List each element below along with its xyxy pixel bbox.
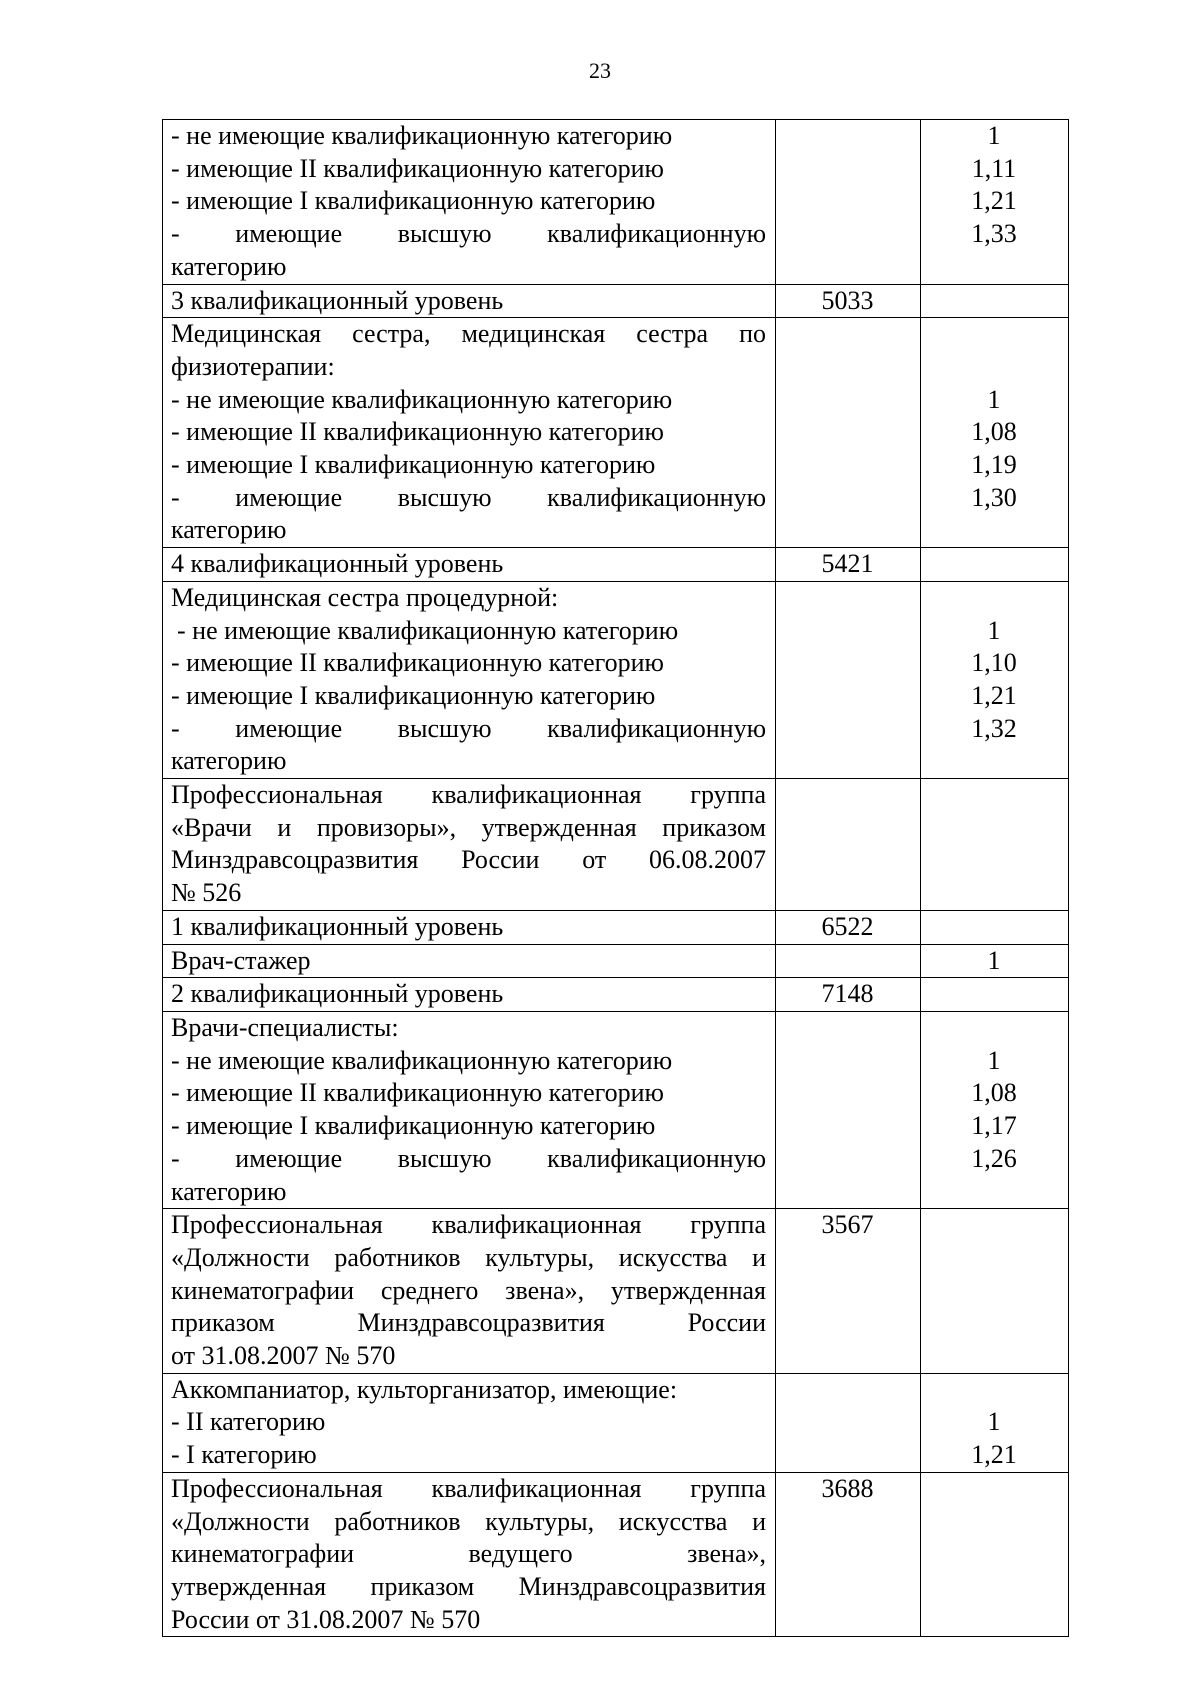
- coefficient-value: 1: [987, 1045, 1001, 1075]
- table-row: [163, 284, 1069, 318]
- description-line: «Должности работников культуры, искусства и: [171, 1242, 766, 1272]
- description-line: Профессиональная квалификационная группа: [171, 780, 766, 810]
- description-line: «Должности работников культуры, искусства и: [171, 1506, 766, 1536]
- base-salary-value: 7148: [821, 979, 874, 1009]
- position-description-cell: [163, 284, 776, 318]
- salary-coefficient-table: [162, 119, 1069, 1637]
- base-salary-cell: [776, 318, 921, 548]
- coefficient-cell: [921, 581, 1069, 778]
- coefficient-cell: [921, 548, 1069, 582]
- table-row: [163, 318, 1069, 548]
- coefficient-value: 1,08: [971, 417, 1017, 447]
- coefficient-cell: [921, 120, 1069, 285]
- coefficient-value: 1,10: [971, 648, 1017, 678]
- position-description-cell: [163, 581, 776, 778]
- coefficient-cell: [921, 1011, 1069, 1208]
- position-description-cell: [163, 120, 776, 285]
- description-line: Аккомпаниатор, культорганизатор, имеющие:: [171, 1374, 678, 1404]
- description-line: - имеющие I квалификационную категорию: [171, 450, 656, 480]
- description-line: - имеющие высшую квалификационную: [171, 482, 766, 512]
- description-line: - не имеющие квалификационную категорию: [171, 1045, 673, 1075]
- position-description-cell: [163, 944, 776, 978]
- base-salary-cell: [776, 120, 921, 285]
- description-line: Профессиональная квалификационная группа: [171, 1473, 766, 1503]
- description-line: Минздравсоцразвития России от 06.08.2007: [171, 845, 766, 875]
- description-line: от 31.08.2007 № 570: [171, 1341, 396, 1371]
- coefficient-value: 1,17: [971, 1111, 1017, 1141]
- description-line: - имеющие II квалификационную категорию: [171, 153, 664, 183]
- table-row: [163, 944, 1069, 978]
- description-line: - имеющие II квалификационную категорию: [171, 648, 664, 678]
- position-description-cell: [163, 1472, 776, 1637]
- description-line: категорию: [171, 746, 287, 776]
- base-salary-value: 3688: [821, 1473, 874, 1503]
- description-line: Медицинская сестра, медицинская сестра по: [171, 319, 766, 349]
- coefficient-value: 1: [987, 384, 1001, 414]
- position-description-cell: [163, 318, 776, 548]
- base-salary-cell: [776, 1011, 921, 1208]
- description-line: утвержденная приказом Минздравсоцразвития: [171, 1571, 766, 1601]
- table-row: [163, 1011, 1069, 1208]
- description-line: - имеющие I квалификационную категорию: [171, 1111, 656, 1141]
- description-line: Профессиональная квалификационная группа: [171, 1210, 766, 1240]
- description-line: Медицинская сестра процедурной:: [171, 582, 559, 612]
- description-line: - имеющие II квалификационную категорию: [171, 1078, 664, 1108]
- description-line: - имеющие II квалификационную категорию: [171, 417, 664, 447]
- base-salary-cell: [776, 284, 921, 318]
- base-salary-cell: [776, 978, 921, 1012]
- position-description-cell: [163, 548, 776, 582]
- description-line: - не имеющие квалификационную категорию: [171, 384, 673, 414]
- position-description-cell: [163, 1209, 776, 1374]
- coefficient-value: 1,21: [971, 680, 1017, 710]
- coefficient-value: 1,11: [971, 153, 1017, 183]
- table-row: [163, 120, 1069, 285]
- base-salary-cell: [776, 1373, 921, 1472]
- table-row: [163, 581, 1069, 778]
- table-row: [163, 548, 1069, 582]
- description-line: категорию: [171, 515, 287, 545]
- base-salary-cell: [776, 944, 921, 978]
- description-line: Врачи-специалисты:: [171, 1012, 399, 1042]
- base-salary-cell: [776, 1209, 921, 1374]
- page-number: 23: [589, 58, 611, 83]
- description-line: - имеющие высшую квалификационную: [171, 219, 766, 249]
- spacer: [929, 318, 1059, 351]
- description-line: - I категорию: [171, 1440, 317, 1470]
- description-line: - не имеющие квалификационную категорию: [171, 121, 673, 150]
- description-line: 3 квалификационный уровень: [171, 285, 504, 315]
- base-salary-cell: [776, 779, 921, 911]
- description-line: категорию: [171, 1176, 287, 1206]
- coefficient-cell: [921, 779, 1069, 911]
- coefficient-value: 1: [987, 1407, 1001, 1437]
- position-description-cell: [163, 1011, 776, 1208]
- description-line: - не имеющие квалификационную категорию: [177, 615, 679, 645]
- coefficient-value: 1: [987, 945, 1001, 975]
- base-salary-value: 5421: [821, 549, 874, 579]
- coefficient-value: 1,19: [971, 450, 1017, 479]
- description-line: категорию: [171, 251, 287, 281]
- description-line: кинематографии среднего звена», утвержденная: [171, 1275, 766, 1305]
- description-line: 1 квалификационный уровень: [171, 911, 504, 941]
- table-body: [163, 120, 1069, 1637]
- description-line: 4 квалификационный уровень: [171, 549, 504, 579]
- base-salary-value: 5033: [821, 285, 874, 315]
- position-description-cell: [163, 779, 776, 911]
- table-row: [163, 910, 1069, 944]
- coefficient-value: 1: [987, 121, 1001, 150]
- base-salary-cell: [776, 910, 921, 944]
- base-salary-cell: [776, 1472, 921, 1637]
- table-row: [163, 1209, 1069, 1374]
- description-line: - имеющие I квалификационную категорию: [171, 186, 656, 216]
- coefficient-cell: [921, 910, 1069, 944]
- spacer: [929, 1374, 1059, 1407]
- coefficient-cell: [921, 944, 1069, 978]
- coefficient-value: 1: [987, 615, 1001, 645]
- base-salary-cell: [776, 581, 921, 778]
- base-salary-value: 3567: [821, 1210, 874, 1240]
- description-line: - II категорию: [171, 1407, 326, 1437]
- description-line: № 526: [171, 878, 242, 908]
- coefficient-value: 1,33: [971, 219, 1017, 249]
- coefficient-value: 1,21: [971, 186, 1017, 216]
- table-row: [163, 779, 1069, 911]
- coefficient-value: 1,08: [971, 1078, 1017, 1108]
- description-line: приказом Минздравсоцразвития России: [171, 1308, 766, 1338]
- description-line: физиотерапии:: [171, 351, 335, 381]
- coefficient-value: 1,26: [971, 1143, 1017, 1173]
- coefficient-cell: [921, 284, 1069, 318]
- description-line: кинематографии ведущего звена»,: [171, 1539, 766, 1569]
- position-description-cell: [163, 910, 776, 944]
- description-line: - имеющие I квалификационную категорию: [171, 680, 656, 710]
- description-line: - имеющие высшую квалификационную: [171, 1143, 766, 1173]
- coefficient-cell: [921, 318, 1069, 548]
- spacer: [929, 582, 1059, 615]
- coefficient-value: 1,32: [971, 713, 1017, 743]
- position-description-cell: [163, 978, 776, 1012]
- position-description-cell: [163, 1373, 776, 1472]
- spacer: [929, 351, 1059, 384]
- description-line: «Врачи и провизоры», утвержденная приказом: [171, 812, 766, 842]
- coefficient-cell: [921, 1373, 1069, 1472]
- description-line: 2 квалификационный уровень: [171, 979, 504, 1009]
- description-line: России от 31.08.2007 № 570: [171, 1604, 481, 1634]
- table-row: [163, 1472, 1069, 1637]
- table-row: [163, 1373, 1069, 1472]
- description-line: - имеющие высшую квалификационную: [171, 713, 766, 743]
- base-salary-cell: [776, 548, 921, 582]
- coefficient-cell: [921, 1209, 1069, 1374]
- coefficient-value: 1,30: [971, 482, 1017, 512]
- coefficient-cell: [921, 978, 1069, 1012]
- table-row: [163, 978, 1069, 1012]
- spacer: [929, 1012, 1059, 1045]
- coefficient-cell: [921, 1472, 1069, 1637]
- coefficient-value: 1,21: [971, 1440, 1017, 1470]
- description-line: Врач-стажер: [171, 945, 311, 975]
- base-salary-value: 6522: [821, 911, 874, 941]
